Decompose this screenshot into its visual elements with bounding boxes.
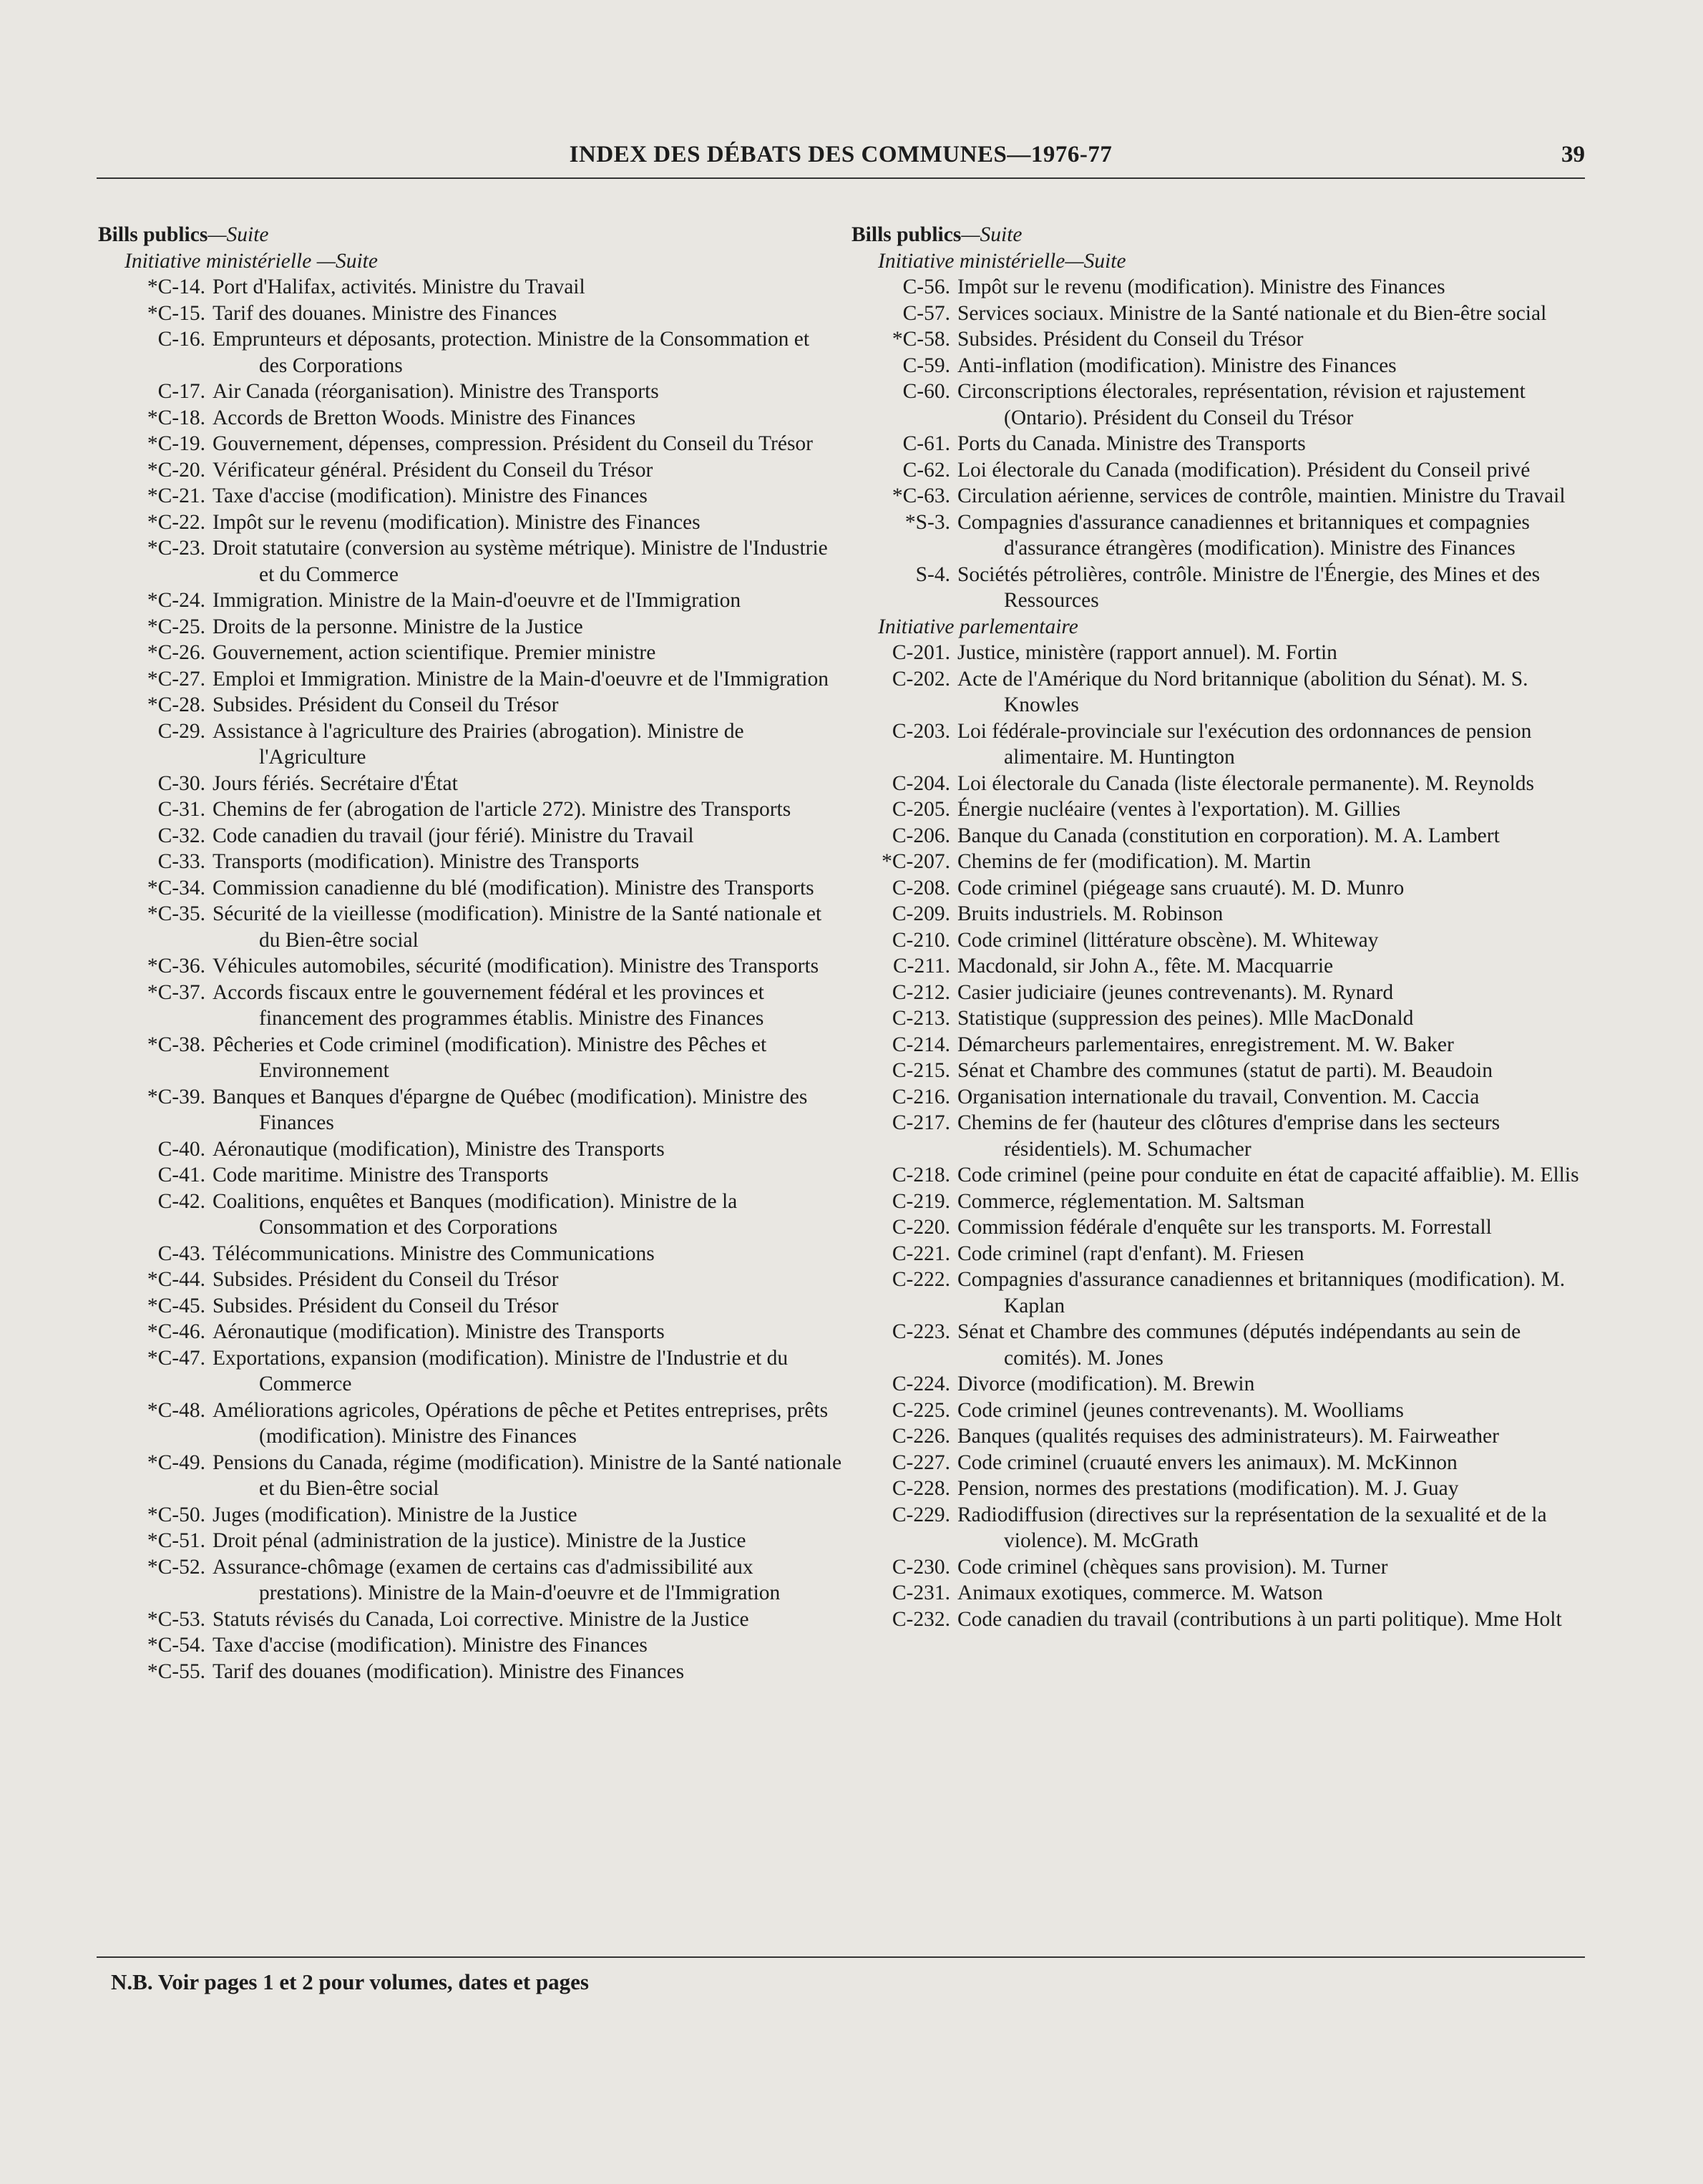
bill-number: C-222.	[892, 1268, 950, 1291]
bill-number: *C-37.	[147, 980, 205, 1004]
index-entry	[852, 1241, 1581, 1267]
index-entry	[852, 927, 1581, 954]
index-entry	[852, 1423, 1581, 1450]
bill-number: C-41.	[157, 1164, 205, 1186]
bill-title: Acte de l'Amérique du Nord britannique (abolition du Sénat). M. S. Knowles	[957, 667, 1528, 716]
page-header	[97, 137, 1585, 179]
index-entry	[98, 483, 842, 510]
index-entry	[98, 1241, 842, 1267]
bill-title: Pêcheries et Code criminel (modification). Ministre des Pêches et Environnement	[213, 1033, 767, 1082]
bill-number: C-232.	[892, 1607, 950, 1631]
section-heading	[98, 222, 842, 248]
bill-title: Taxe d'accise (modification). Ministre des Finances	[213, 484, 648, 507]
bill-number: C-225.	[892, 1398, 950, 1422]
bill-title: Loi fédérale-provinciale sur l'exécution des ordonnances de pension alimentaire. M. Huntington	[957, 719, 1532, 769]
bill-number: *C-47.	[147, 1346, 205, 1370]
bill-title: Code canadien du travail (contributions à un parti politique). Mme Holt	[957, 1607, 1562, 1631]
bill-title: Véhicules automobiles, sécurité (modification). Ministre des Transports	[213, 955, 819, 978]
bill-number: C-219.	[892, 1189, 950, 1213]
bill-number: C-62.	[902, 458, 950, 482]
index-entry	[852, 1214, 1581, 1241]
index-entry	[98, 666, 842, 693]
index-entry	[852, 823, 1581, 849]
index-entry	[852, 274, 1581, 301]
bill-number: C-214.	[892, 1033, 950, 1056]
bill-title: Services sociaux. Ministre de la Santé nationale et du Bien-être social	[957, 301, 1547, 325]
bill-title: Immigration. Ministre de la Main-d'oeuvre et de l'Immigration	[213, 589, 741, 612]
index-entry	[98, 457, 842, 484]
bill-title: Démarcheurs parlementaires, enregistrement. M. W. Baker	[957, 1033, 1454, 1056]
index-entry	[852, 796, 1581, 823]
bill-number: C-40.	[157, 1137, 205, 1161]
bill-title: Aéronautique (modification), Ministre des Transports	[213, 1137, 665, 1161]
bill-title: Code criminel (rapt d'enfant). M. Friesen	[957, 1242, 1304, 1265]
bill-title: Animaux exotiques, commerce. M. Watson	[957, 1581, 1323, 1604]
bill-title: Code canadien du travail (jour férié). Ministre du Travail	[213, 824, 694, 847]
bill-number: *C-49.	[147, 1451, 205, 1474]
index-entry	[852, 718, 1581, 771]
right-column	[852, 222, 1581, 1632]
bill-number: C-31.	[157, 798, 205, 821]
bill-number: C-228.	[892, 1477, 950, 1500]
subsection-heading: Initiative ministérielle—Suite	[878, 249, 1126, 273]
bill-title: Droits de la personne. Ministre de la Justice	[213, 615, 583, 638]
bill-title: Chemins de fer (abrogation de l'article 272). Ministre des Transports	[213, 798, 791, 821]
bill-number: *C-15.	[147, 301, 205, 325]
bill-number: *C-25.	[147, 615, 205, 638]
bill-title: Subsides. Président du Conseil du Trésor	[213, 1268, 559, 1291]
index-entry	[852, 1580, 1581, 1607]
section-suite: —Suite	[961, 223, 1023, 246]
bill-title: Emploi et Immigration. Ministre de la Main-d'oeuvre et de l'Immigration	[213, 667, 829, 691]
bill-title: Tarif des douanes (modification). Ministre des Finances	[213, 1659, 685, 1683]
bill-number: C-223.	[892, 1320, 950, 1343]
bill-number: *C-63.	[892, 484, 950, 507]
index-entry	[852, 1398, 1581, 1424]
bill-number: C-205.	[892, 798, 950, 821]
bill-number: *C-39.	[147, 1085, 205, 1108]
bill-title: Chemins de fer (hauteur des clôtures d'emprise dans les secteurs résidentiels). M. Schumacher	[957, 1111, 1501, 1161]
bill-number: C-229.	[892, 1503, 950, 1526]
bill-number: *C-50.	[147, 1503, 205, 1526]
bill-title: Justice, ministère (rapport annuel). M. Fortin	[957, 641, 1337, 664]
index-entry	[98, 1189, 842, 1241]
bill-title: Pensions du Canada, régime (modification). Ministre de la Santé nationale et du Bien-être social	[213, 1451, 842, 1500]
bill-number: C-42.	[157, 1189, 205, 1213]
index-entry	[98, 614, 842, 640]
bill-title: Commission fédérale d'enquête sur les transports. M. Forrestall	[957, 1216, 1492, 1239]
bill-title: Statuts révisés du Canada, Loi corrective. Ministre de la Justice	[213, 1607, 749, 1631]
index-entry	[852, 666, 1581, 718]
bill-number: C-218.	[892, 1164, 950, 1186]
page-number: 39	[1561, 142, 1585, 167]
index-entry	[98, 1502, 842, 1529]
section-title: Bills publics	[852, 223, 962, 246]
bill-title: Assistance à l'agriculture des Prairies (abrogation). Ministre de l'Agriculture	[213, 719, 744, 769]
index-entry	[852, 510, 1581, 562]
bill-title: Radiodiffusion (directives sur la représentation de la sexualité et de la violence). M. McGrath	[957, 1503, 1547, 1552]
bill-title: Sénat et Chambre des communes (statut de parti). M. Beaudoin	[957, 1059, 1493, 1082]
bill-title: Compagnies d'assurance canadiennes et britanniques (modification). M. Kaplan	[957, 1268, 1566, 1317]
index-entry	[98, 1554, 842, 1607]
bill-number: *C-38.	[147, 1033, 205, 1056]
bill-title: Gouvernement, dépenses, compression. Président du Conseil du Trésor	[213, 432, 814, 455]
index-entry	[852, 326, 1581, 353]
index-entry	[98, 640, 842, 666]
index-entry	[852, 1032, 1581, 1058]
bill-number: *C-53.	[147, 1607, 205, 1631]
index-entry	[852, 1607, 1581, 1633]
bill-number: C-213.	[892, 1007, 950, 1030]
bill-title: Organisation internationale du travail, Convention. M. Caccia	[957, 1085, 1480, 1108]
bill-title: Accords fiscaux entre le gouvernement fédéral et les provinces et financement des programmes établis. Ministre des Finances	[213, 980, 764, 1030]
index-entry	[852, 1502, 1581, 1554]
bill-title: Impôt sur le revenu (modification). Ministre des Finances	[957, 276, 1445, 298]
bill-number: *C-34.	[147, 876, 205, 900]
bill-number: *C-207.	[882, 850, 950, 873]
index-entry	[98, 901, 842, 953]
bill-title: Emprunteurs et déposants, protection. Ministre de la Consommation et des Corporations	[213, 328, 810, 377]
index-entry	[98, 1293, 842, 1320]
bill-title: Coalitions, enquêtes et Banques (modification). Ministre de la Consommation et des Corporations	[213, 1189, 738, 1239]
bill-title: Code criminel (jeunes contrevenants). M. Woolliams	[957, 1398, 1404, 1422]
section-title: Bills publics	[98, 223, 208, 246]
bill-number: C-16.	[157, 328, 205, 351]
index-entry	[98, 274, 842, 301]
index-entry	[852, 379, 1581, 431]
index-entry	[98, 692, 842, 718]
index-entry	[852, 353, 1581, 379]
footnote: N.B. Voir pages 1 et 2 pour volumes, dates et pages	[111, 1969, 589, 1994]
bill-number: *C-26.	[147, 641, 205, 664]
bill-title: Améliorations agricoles, Opérations de pêche et Petites entreprises, prêts (modification). Ministre des Finances	[213, 1398, 829, 1448]
index-entry	[98, 535, 842, 588]
footer-rule	[97, 1956, 1585, 1958]
bill-number: C-217.	[892, 1111, 950, 1134]
index-entry	[852, 1371, 1581, 1398]
bill-number: *C-55.	[147, 1659, 205, 1683]
bill-title: Commerce, réglementation. M. Saltsman	[957, 1189, 1304, 1213]
bill-title: Circonscriptions électorales, représentation, révision et rajustement (Ontario). Président du Conseil du Trésor	[957, 380, 1526, 429]
bill-title: Transports (modification). Ministre des Transports	[213, 850, 640, 873]
bill-number: *C-20.	[147, 458, 205, 482]
index-entry	[852, 1084, 1581, 1111]
index-entry	[98, 405, 842, 432]
bill-title: Vérificateur général. Président du Conseil du Trésor	[213, 458, 653, 482]
bill-number: *C-36.	[147, 955, 205, 978]
index-entry	[852, 901, 1581, 927]
index-entry	[98, 1450, 842, 1502]
bill-number: C-33.	[157, 850, 205, 873]
index-entry	[852, 980, 1581, 1006]
bill-number: C-206.	[892, 824, 950, 847]
index-entry	[98, 301, 842, 327]
index-entry	[98, 1607, 842, 1633]
bill-title: Statistique (suppression des peines). Mlle MacDonald	[957, 1007, 1414, 1030]
bill-title: Impôt sur le revenu (modification). Ministre des Finances	[213, 510, 701, 534]
bill-number: *C-28.	[147, 693, 205, 716]
bill-number: C-216.	[892, 1085, 950, 1108]
index-entry	[98, 796, 842, 823]
bill-number: C-211.	[892, 955, 950, 978]
index-entry	[852, 301, 1581, 327]
index-entry	[852, 640, 1581, 666]
bill-number: C-224.	[892, 1373, 950, 1395]
index-entry	[98, 771, 842, 797]
bill-title: Sécurité de la vieillesse (modification). Ministre de la Santé nationale et du Bien-être social	[213, 902, 822, 952]
bill-number: *C-35.	[147, 902, 205, 925]
index-entry	[98, 980, 842, 1032]
index-entry	[852, 431, 1581, 457]
bill-number: C-226.	[892, 1425, 950, 1448]
bill-number: *C-48.	[147, 1398, 205, 1422]
index-entry	[852, 1162, 1581, 1189]
bill-number: C-220.	[892, 1216, 950, 1239]
bill-number: C-43.	[157, 1242, 205, 1265]
index-entry	[98, 1319, 842, 1345]
bill-number: C-30.	[157, 771, 205, 795]
index-entry	[852, 1058, 1581, 1084]
bill-title: Code criminel (cruauté envers les animaux). M. McKinnon	[957, 1451, 1458, 1474]
bill-title: Commission canadienne du blé (modification). Ministre des Transports	[213, 876, 814, 900]
bill-number: *C-18.	[147, 406, 205, 429]
bill-number: C-203.	[892, 719, 950, 743]
index-entry	[98, 875, 842, 902]
bill-number: C-56.	[902, 276, 950, 298]
index-entry	[852, 1110, 1581, 1162]
index-entry	[852, 1319, 1581, 1371]
index-entry	[852, 953, 1581, 980]
bill-number: C-202.	[892, 667, 950, 691]
bill-title: Code criminel (chèques sans provision). M. Turner	[957, 1555, 1388, 1579]
index-entry	[98, 823, 842, 849]
bill-title: Casier judiciaire (jeunes contrevenants). M. Rynard	[957, 980, 1394, 1004]
index-entry	[98, 1528, 842, 1554]
index-entry	[852, 1189, 1581, 1215]
bill-title: Gouvernement, action scientifique. Premier ministre	[213, 641, 656, 664]
bill-number: C-231.	[892, 1581, 950, 1604]
bill-title: Taxe d'accise (modification). Ministre des Finances	[213, 1634, 648, 1657]
bill-number: C-57.	[902, 301, 950, 325]
index-entry	[98, 510, 842, 536]
bill-number: C-61.	[902, 432, 950, 455]
bill-title: Droit pénal (administration de la justice). Ministre de la Justice	[213, 1529, 746, 1552]
index-entry	[98, 1267, 842, 1293]
bill-number: *C-54.	[147, 1634, 205, 1657]
bill-title: Loi électorale du Canada (liste électorale permanente). M. Reynolds	[957, 771, 1535, 795]
entry-list	[852, 274, 1581, 614]
index-entry	[98, 849, 842, 875]
bill-title: Code criminel (littérature obscène). M. Whiteway	[957, 928, 1379, 952]
bill-number: C-215.	[892, 1059, 950, 1082]
bill-title: Banques et Banques d'épargne de Québec (modification). Ministre des Finances	[213, 1085, 808, 1134]
subsection-heading: Initiative parlementaire	[878, 615, 1078, 638]
index-entry	[98, 1398, 842, 1450]
index-entry	[852, 771, 1581, 797]
bill-number: C-60.	[902, 380, 950, 403]
bill-title: Sociétés pétrolières, contrôle. Ministre de l'Énergie, des Mines et des Ressources	[957, 562, 1541, 612]
index-entry	[98, 718, 842, 771]
bill-number: C-210.	[892, 928, 950, 952]
index-entry	[852, 849, 1581, 875]
bill-title: Compagnies d'assurance canadiennes et britanniques et compagnies d'assurance étrangères (modification). Ministre des Finances	[957, 510, 1530, 560]
index-entry	[98, 379, 842, 405]
bill-title: Air Canada (réorganisation). Ministre des Transports	[213, 380, 659, 403]
index-entry	[852, 1450, 1581, 1476]
bill-title: Loi électorale du Canada (modification). Président du Conseil privé	[957, 458, 1531, 482]
bill-title: Subsides. Président du Conseil du Trésor	[213, 1294, 559, 1317]
index-entry	[98, 1659, 842, 1685]
index-entry	[98, 1345, 842, 1398]
bill-number: C-209.	[892, 902, 950, 925]
bill-title: Pension, normes des prestations (modification). M. J. Guay	[957, 1477, 1459, 1500]
index-entry	[852, 1554, 1581, 1581]
bill-title: Circulation aérienne, services de contrôle, maintien. Ministre du Travail	[957, 484, 1566, 507]
bill-number: *C-23.	[147, 537, 205, 560]
index-entry	[98, 1084, 842, 1136]
bill-number: S-4.	[915, 562, 950, 586]
bill-title: Port d'Halifax, activités. Ministre du Travail	[213, 276, 585, 298]
section-heading	[852, 222, 1581, 248]
entry-list	[852, 640, 1581, 1632]
section-suite: —Suite	[208, 223, 269, 246]
index-entry	[98, 1632, 842, 1659]
bill-title: Banques (qualités requises des administrateurs). M. Fairweather	[957, 1425, 1499, 1448]
bill-title: Code criminel (peine pour conduite en état de capacité affaiblie). M. Ellis	[957, 1164, 1579, 1186]
bill-title: Jours fériés. Secrétaire d'État	[213, 771, 458, 795]
index-entry	[852, 1005, 1581, 1032]
bill-title: Juges (modification). Ministre de la Justice	[213, 1503, 577, 1526]
index-entry	[852, 483, 1581, 510]
index-entry	[852, 875, 1581, 902]
bill-number: *C-52.	[147, 1555, 205, 1579]
bill-number: *C-19.	[147, 432, 205, 455]
index-entry	[852, 1476, 1581, 1502]
bill-number: C-204.	[892, 771, 950, 795]
bill-number: *C-58.	[892, 328, 950, 351]
bill-number: C-230.	[892, 1555, 950, 1579]
bill-number: *C-45.	[147, 1294, 205, 1317]
subsection-heading: Initiative ministérielle —Suite	[125, 249, 378, 273]
page-title: INDEX DES DÉBATS DES COMMUNES—1976-77	[569, 142, 1113, 167]
bill-title: Code maritime. Ministre des Transports	[213, 1164, 549, 1186]
index-entry	[98, 588, 842, 614]
bill-title: Banque du Canada (constitution en corporation). M. A. Lambert	[957, 824, 1500, 847]
bill-number: *C-24.	[147, 589, 205, 612]
index-entry	[98, 431, 842, 457]
bill-title: Droit statutaire (conversion au système métrique). Ministre de l'Industrie et du Commerce	[213, 537, 828, 586]
bill-title: Exportations, expansion (modification). Ministre de l'Industrie et du Commerce	[213, 1346, 789, 1395]
bill-number: *C-21.	[147, 484, 205, 507]
bill-title: Divorce (modification). M. Brewin	[957, 1373, 1255, 1395]
bill-title: Télécommunications. Ministre des Communications	[213, 1242, 655, 1265]
index-entry	[98, 953, 842, 980]
bill-title: Assurance-chômage (examen de certains cas d'admissibilité aux prestations). Ministre de la Main-d'oeuvre et de l'Immigration	[213, 1555, 781, 1604]
bill-title: Accords de Bretton Woods. Ministre des Finances	[213, 406, 636, 429]
bill-number: C-32.	[157, 824, 205, 847]
index-entry	[98, 1162, 842, 1189]
index-entry	[98, 326, 842, 379]
bill-title: Code criminel (piégeage sans cruauté). M. D. Munro	[957, 876, 1405, 900]
bill-title: Chemins de fer (modification). M. Martin	[957, 850, 1312, 873]
bill-title: Ports du Canada. Ministre des Transports	[957, 432, 1306, 455]
bill-title: Bruits industriels. M. Robinson	[957, 902, 1224, 925]
bill-number: *C-27.	[147, 667, 205, 691]
bill-number: C-17.	[157, 380, 205, 403]
bill-number: C-29.	[157, 719, 205, 743]
bill-number: C-212.	[892, 980, 950, 1004]
bill-number: *C-51.	[147, 1529, 205, 1552]
bill-title: Sénat et Chambre des communes (députés indépendants au sein de comités). M. Jones	[957, 1320, 1521, 1370]
bill-number: *C-46.	[147, 1320, 205, 1343]
index-entry	[98, 1032, 842, 1084]
index-entry	[98, 1136, 842, 1163]
bill-title: Tarif des douanes. Ministre des Finances	[213, 301, 557, 325]
bill-title: Subsides. Président du Conseil du Trésor	[213, 693, 559, 716]
bill-number: C-208.	[892, 876, 950, 900]
index-entry	[852, 1267, 1581, 1319]
bill-title: Énergie nucléaire (ventes à l'exportation). M. Gillies	[957, 798, 1401, 821]
bill-title: Aéronautique (modification). Ministre des Transports	[213, 1320, 665, 1343]
bill-number: C-227.	[892, 1451, 950, 1474]
bill-number: *C-14.	[147, 276, 205, 298]
bill-number: C-59.	[902, 354, 950, 377]
bill-number: *C-22.	[147, 510, 205, 534]
index-entry	[852, 562, 1581, 614]
bill-title: Macdonald, sir John A., fête. M. Macquarrie	[957, 955, 1334, 978]
index-entry	[852, 457, 1581, 484]
bill-number: *C-44.	[147, 1268, 205, 1291]
bill-number: C-201.	[892, 641, 950, 664]
bill-number: C-221.	[892, 1242, 950, 1265]
left-column	[98, 222, 842, 1685]
entry-list	[98, 274, 842, 1685]
bill-title: Anti-inflation (modification). Ministre des Finances	[957, 354, 1397, 377]
bill-number: *S-3.	[904, 510, 950, 534]
bill-title: Subsides. Président du Conseil du Trésor	[957, 328, 1304, 351]
